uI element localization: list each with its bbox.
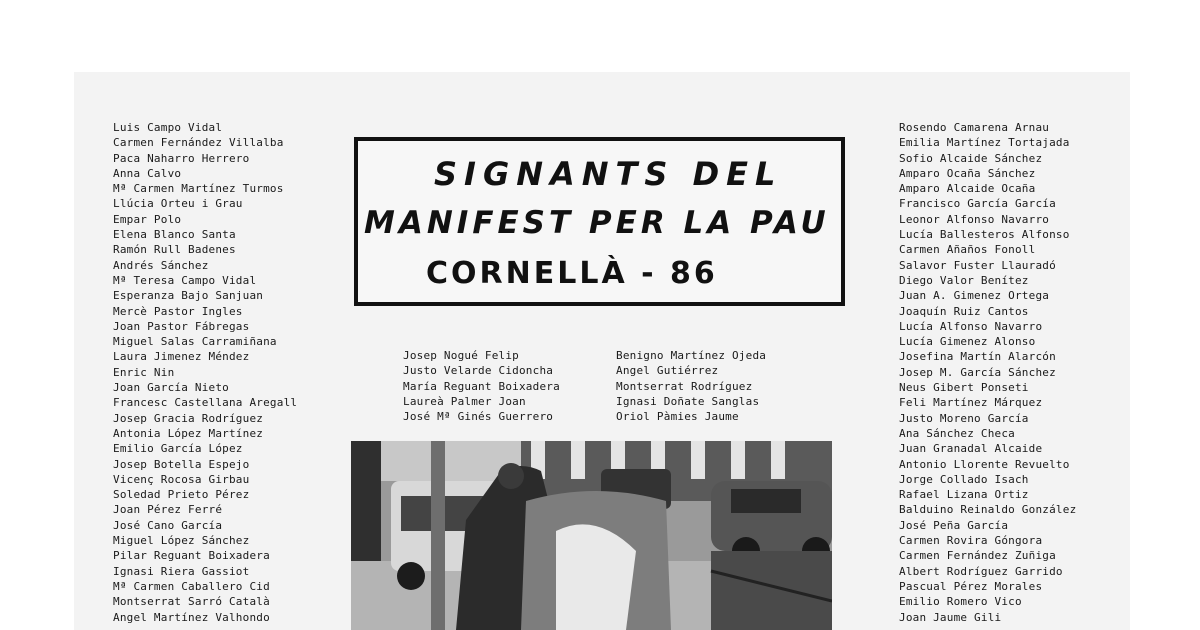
signatory-name: Carmen Fernández Zuñiga [899, 549, 1056, 563]
signatory-name: Joan Jaume Gili [899, 610, 1002, 624]
signatory-name: Lucía Alfonso Navarro [899, 319, 1043, 333]
signatory-name: Josefina Martín Alarcón [899, 350, 1056, 364]
signatory-name: Josep Gracia Rodríguez [113, 411, 264, 425]
signatory-name: Enric Nin [113, 365, 175, 379]
signatory-name: Balduino Reinaldo González [899, 503, 1077, 517]
signatory-name: Josep M. García Sánchez [899, 365, 1056, 379]
signatories-middle-column-b [616, 348, 766, 424]
signatory-name: Angel Martínez Valhondo [113, 610, 270, 624]
street-photo-illustration [351, 441, 832, 630]
signatory-name: José Mª Ginés Guerrero [403, 410, 554, 424]
signatory-name: Emilia Martínez Tortajada [899, 136, 1070, 150]
signatory-name: Mª Teresa Campo Vidal [113, 273, 257, 287]
signatory-name: Antonia López Martínez [113, 426, 264, 440]
signatories-left-column [113, 120, 297, 625]
signatory-name: Laura Jimenez Méndez [113, 350, 250, 364]
signatory-name: Jorge Collado Isach [899, 472, 1029, 486]
signatory-name: Francisco García García [899, 197, 1056, 211]
signatory-name: Ignasi Doñate Sanglas [616, 394, 760, 408]
signatory-name: Oriol Pàmies Jaume [616, 410, 739, 424]
signatory-name: Leonor Alfonso Navarro [899, 212, 1050, 226]
signatory-name: Vicenç Rocosa Girbau [113, 472, 250, 486]
signatories-right-column [899, 120, 1076, 625]
signatory-name: José Cano García [113, 518, 223, 532]
signatory-name: Miguel López Sánchez [113, 534, 250, 548]
signatory-name: Anna Calvo [113, 166, 182, 180]
signatory-name: Carmen Fernández Villalba [113, 136, 284, 150]
signatory-name: Esperanza Bajo Sanjuan [113, 289, 264, 303]
signatory-name: Sofio Alcaide Sánchez [899, 151, 1043, 165]
signatory-name: Montserrat Rodríguez [616, 379, 753, 393]
signatory-name: Emilio García López [113, 442, 243, 456]
title-box [354, 137, 845, 306]
document-page [74, 72, 1130, 630]
signatory-name: Diego Valor Benítez [899, 273, 1029, 287]
signatory-name: Soledad Prieto Pérez [113, 488, 250, 502]
signatory-name: Mª Carmen Caballero Cid [113, 579, 270, 593]
title-line-2: MANIFEST PER LA PAU [364, 205, 830, 241]
signatory-name: Andrés Sánchez [113, 258, 209, 272]
signatory-name: Josep Botella Espejo [113, 457, 250, 471]
signatory-name: Carmen Añaños Fonoll [899, 243, 1036, 257]
title-line-3: CORNELLÀ - 86 [426, 256, 718, 291]
signatory-name: Justo Velarde Cidoncha [403, 364, 554, 378]
signatory-name: Amparo Alcaide Ocaña [899, 182, 1036, 196]
signatory-name: Angel Gutiérrez [616, 364, 719, 378]
signatory-name: Feli Martínez Márquez [899, 396, 1043, 410]
signatory-name: Joan Pastor Fábregas [113, 319, 250, 333]
signatory-name: Empar Polo [113, 212, 182, 226]
signatory-name: Neus Gibert Ponseti [899, 381, 1029, 395]
signatory-name: Montserrat Sarró Català [113, 595, 270, 609]
signatory-name: Mercè Pastor Ingles [113, 304, 243, 318]
signatory-name: Albert Rodríguez Garrido [899, 564, 1063, 578]
signatory-name: Luis Campo Vidal [113, 121, 223, 134]
signatory-name: Llúcia Orteu i Grau [113, 197, 243, 211]
signatory-name: Joaquín Ruiz Cantos [899, 304, 1029, 318]
signatory-name: Amparo Ocaña Sánchez [899, 166, 1036, 180]
signatory-name: Emilio Romero Vico [899, 595, 1022, 609]
title-line-1: SIGNANTS DEL [434, 155, 783, 193]
signatory-name: María Reguant Boixadera [403, 379, 560, 393]
signatory-name: Juan A. Gimenez Ortega [899, 289, 1050, 303]
signatory-name: Lucía Gimenez Alonso [899, 335, 1036, 349]
signatory-name: Joan García Nieto [113, 381, 229, 395]
signatory-name: Joan Pérez Ferré [113, 503, 223, 517]
signatory-name: Ramón Rull Badenes [113, 243, 236, 257]
signatory-name: Laureà Palmer Joan [403, 394, 526, 408]
signatory-name: Elena Blanco Santa [113, 228, 236, 242]
signatory-name: Juan Granadal Alcaide [899, 442, 1043, 456]
signatory-name: Lucía Ballesteros Alfonso [899, 228, 1070, 242]
signatory-name: José Peña García [899, 518, 1009, 532]
signatory-name: Francesc Castellana Aregall [113, 396, 298, 410]
signatory-name: Rosendo Camarena Arnau [899, 121, 1050, 134]
street-photo [351, 441, 832, 630]
signatory-name: Paca Naharro Herrero [113, 151, 250, 165]
signatory-name: Ana Sánchez Checa [899, 426, 1015, 440]
signatory-name: Miguel Salas Carramiñana [113, 335, 277, 349]
signatory-name: Salavor Fuster Llauradó [899, 258, 1056, 272]
signatory-name: Carmen Rovira Góngora [899, 534, 1043, 548]
signatory-name: Benigno Martínez Ojeda [616, 349, 767, 362]
signatory-name: Josep Nogué Felip [403, 349, 519, 362]
signatory-name: Antonio Llorente Revuelto [899, 457, 1070, 471]
signatory-name: Justo Moreno García [899, 411, 1029, 425]
signatory-name: Mª Carmen Martínez Turmos [113, 182, 284, 196]
signatory-name: Rafael Lizana Ortiz [899, 488, 1029, 502]
signatories-middle-column-a [403, 348, 560, 424]
signatory-name: Pilar Reguant Boixadera [113, 549, 270, 563]
signatory-name: Ignasi Riera Gassiot [113, 564, 250, 578]
signatory-name: Pascual Pérez Morales [899, 579, 1043, 593]
